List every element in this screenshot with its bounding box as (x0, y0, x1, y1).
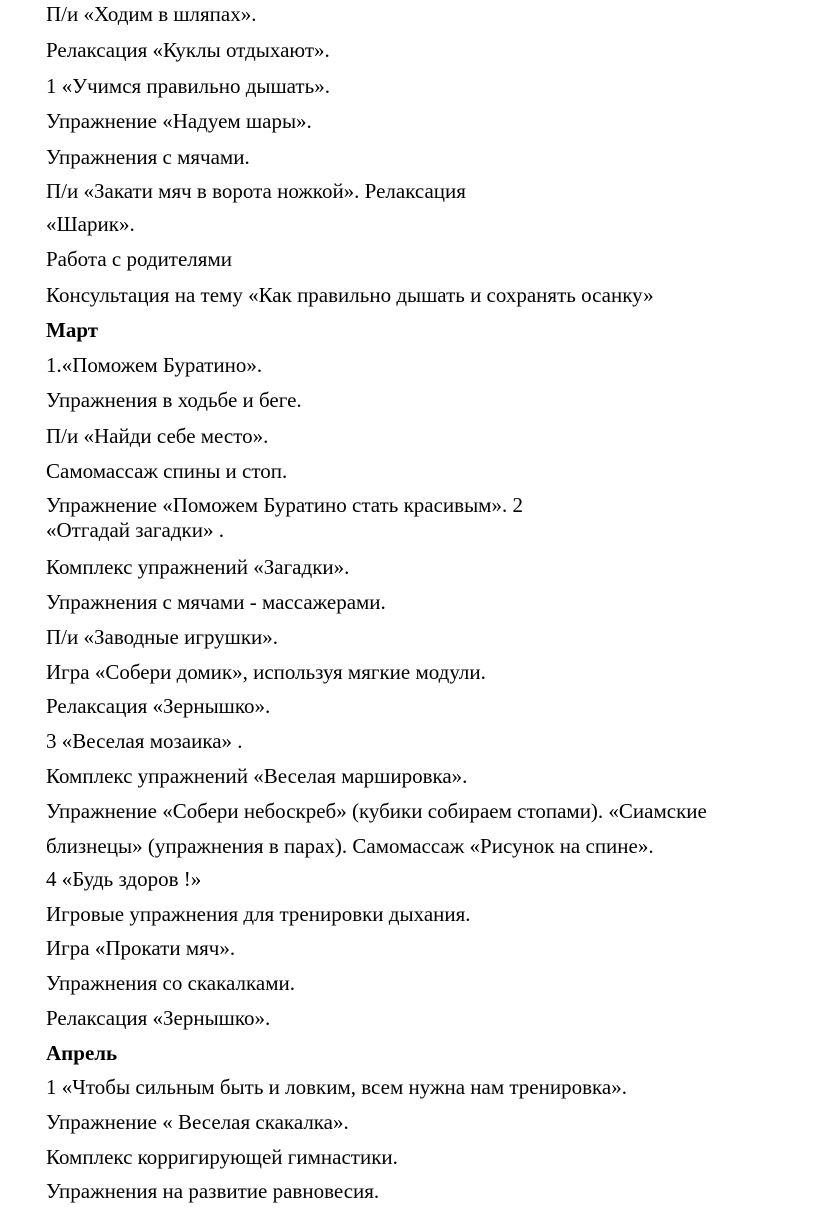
text-line: Релаксация «Зернышко». (46, 694, 271, 718)
section-heading-april: Апрель (46, 1041, 118, 1065)
text-line: Упражнение «Собери небоскреб» (кубики собираем стопами). «Сиамские (46, 799, 707, 823)
text-line: Комплекс упражнений «Веселая маршировка». (46, 764, 468, 788)
text-line: Игровые упражнения для тренировки дыхания. (46, 902, 471, 926)
text-line: Упражнения в ходьбе и беге. (46, 388, 302, 412)
section-heading-march: Март (46, 318, 99, 342)
text-line: Упражнения с мячами. (46, 145, 250, 169)
text-line: Самомассаж спины и стоп. (46, 459, 288, 483)
text-line: Упражнение «Поможем Буратино стать красивым». 2 (46, 493, 523, 517)
text-line: 1.«Поможем Буратино». (46, 353, 263, 377)
text-line: 3 «Веселая мозаика» . (46, 729, 243, 753)
text-line: 1 «Учимся правильно дышать». (46, 74, 330, 98)
text-line: «Отгадай загадки» . (46, 518, 224, 542)
text-line: Релаксация «Зернышко». (46, 1006, 271, 1030)
text-line: Упражнения на развитие равновесия. (46, 1179, 380, 1203)
text-line: Упражнения с мячами - массажерами. (46, 590, 386, 614)
text-line: 4 «Будь здоров !» (46, 867, 202, 891)
text-line: Комплекс упражнений «Загадки». (46, 555, 350, 579)
text-line: Консультация на тему «Как правильно дышать и сохранять осанку» (46, 283, 654, 307)
text-line: 1 «Чтобы сильным быть и ловким, всем нужна нам тренировка». (46, 1075, 627, 1099)
text-line: Упражнение « Веселая скакалка». (46, 1110, 349, 1134)
text-line: Комплекс корригирующей гимнастики. (46, 1145, 398, 1169)
text-line: близнецы» (упражнения в парах). Самомассаж «Рисунок на спине». (46, 834, 654, 858)
text-line: Упражнение «Надуем шары». (46, 109, 312, 133)
text-line: Упражнения со скакалками. (46, 971, 295, 995)
text-line: Игра «Собери домик», используя мягкие модули. (46, 660, 486, 684)
text-line: «Шарик». (46, 212, 135, 236)
text-line: Работа с родителями (46, 247, 232, 271)
text-line: П/и «Закати мяч в ворота ножкой». Релаксация (46, 179, 466, 203)
text-line: Релаксация «Куклы отдыхают». (46, 38, 330, 62)
text-line: Игра «Прокати мяч». (46, 936, 236, 960)
text-line: П/и «Найди себе место». (46, 424, 269, 448)
text-line: П/и «Ходим в шляпах». (46, 2, 257, 26)
text-line: П/и «Заводные игрушки». (46, 625, 279, 649)
